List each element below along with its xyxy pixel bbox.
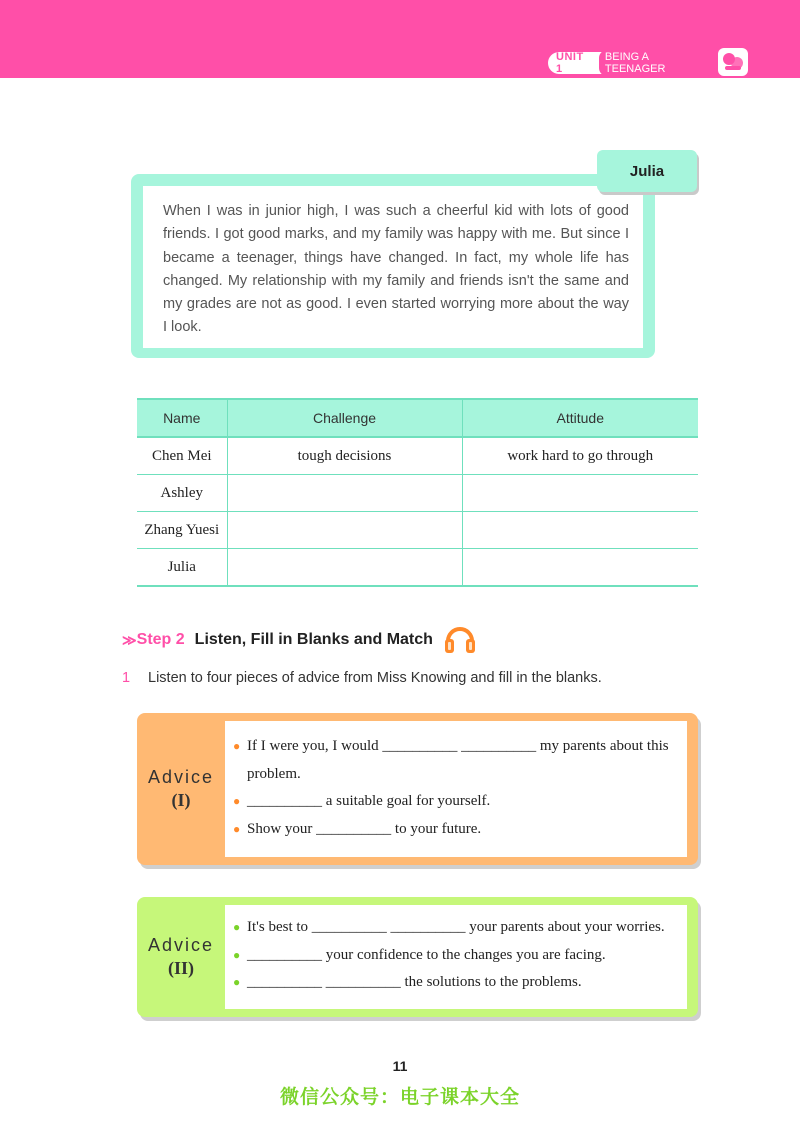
step-heading — [122, 620, 477, 660]
advice-box-1 — [137, 713, 698, 865]
advice-body — [225, 721, 687, 857]
list-item — [233, 942, 679, 970]
advice-box-2 — [137, 897, 698, 1017]
unit-title: BEING A TEENAGER — [599, 50, 715, 76]
advice-text[interactable]: If I were you, I would __________ __________ my parents about this problem. — [247, 738, 669, 782]
advice-roman: (I) — [171, 790, 191, 810]
cell-attitude[interactable] — [462, 512, 698, 549]
bullet-icon: ● — [233, 920, 241, 934]
advice-text[interactable]: __________ a suitable goal for yourself. — [247, 793, 491, 809]
cell-name: Julia — [137, 549, 227, 587]
table-row — [137, 475, 698, 512]
bullet-icon: ● — [233, 821, 241, 836]
advice-label — [137, 897, 225, 1017]
double-chevron-icon: ≫ — [122, 631, 135, 648]
bullet-icon: ● — [233, 794, 241, 808]
watermark: 微信公众号：电子课本大全 — [279, 1087, 520, 1108]
advice-text[interactable]: __________ __________ the solutions to the problems. — [247, 974, 582, 990]
cell-name: Zhang Yuesi — [137, 512, 227, 549]
table-header-row — [137, 399, 698, 437]
instruction-text: Listen to four pieces of advice from Miss Knowing and fill in the blanks. — [148, 670, 602, 686]
bullet-icon: ● — [233, 947, 241, 962]
advice-text[interactable]: It's best to __________ __________ your parents about your worries. — [247, 919, 665, 935]
cell-attitude[interactable] — [462, 549, 698, 587]
page-number: 11 — [392, 1058, 408, 1074]
cell-challenge[interactable] — [227, 512, 462, 549]
julia-text: When I was in junior high, I was such a cheerful kid with lots of good friends. I got good marks, and my family was happy with me. But since I became a teenager, things have changed. In fact, my whole life has changed. My relationship with my family and friends isn't the same and my grades are not as good. I even started worrying more about the way I look. — [143, 186, 643, 348]
advice-body — [225, 905, 687, 1009]
step-number: Step 2 — [136, 631, 185, 648]
list-item — [233, 733, 679, 788]
julia-name-tab: Julia — [597, 150, 697, 192]
bullet-icon: ● — [233, 739, 241, 753]
cell-attitude: work hard to go through — [462, 437, 698, 475]
instruction-number: 1 — [122, 670, 131, 686]
challenge-table — [137, 398, 698, 587]
advice-title: Advice — [147, 767, 215, 787]
advice-text[interactable]: __________ your confidence to the changes you are facing. — [247, 946, 606, 963]
unit-badge — [548, 52, 715, 74]
table-row — [137, 549, 698, 587]
headphones-icon — [443, 621, 477, 660]
advice-roman: (II) — [168, 958, 194, 978]
list-item — [233, 969, 679, 997]
header-name: Name — [137, 399, 227, 437]
cell-name: Chen Mei — [137, 437, 227, 475]
header-challenge: Challenge — [227, 399, 462, 437]
step-title: Listen, Fill in Blanks and Match — [194, 631, 433, 648]
table-row — [137, 437, 698, 475]
book-logo-icon — [718, 48, 748, 76]
table-row — [137, 512, 698, 549]
advice-title: Advice — [147, 935, 215, 955]
unit-label: UNIT 1 — [556, 51, 584, 75]
cell-challenge[interactable] — [227, 475, 462, 512]
advice-text[interactable]: Show your __________ to your future. — [247, 820, 482, 837]
list-item — [233, 914, 679, 942]
advice-label — [137, 713, 225, 865]
list-item — [233, 788, 679, 816]
cell-attitude[interactable] — [462, 475, 698, 512]
bullet-icon: ● — [233, 975, 241, 989]
header-attitude: Attitude — [462, 399, 698, 437]
instruction — [122, 670, 602, 686]
cell-challenge: tough decisions — [227, 437, 462, 475]
list-item — [233, 816, 679, 844]
cell-name: Ashley — [137, 475, 227, 512]
cell-challenge[interactable] — [227, 549, 462, 587]
